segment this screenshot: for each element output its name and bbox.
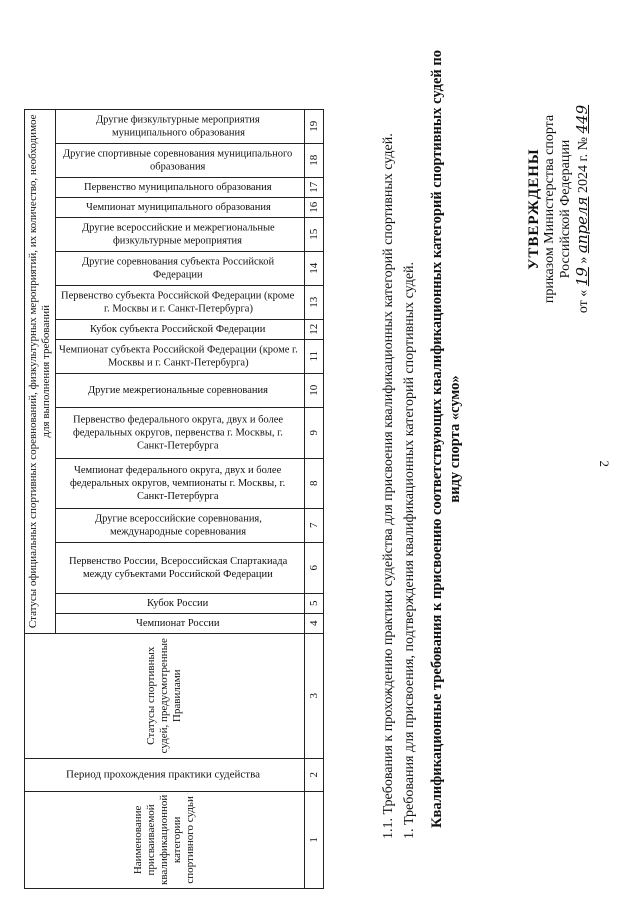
column-number: 13	[305, 285, 324, 319]
status-header-cell	[56, 251, 305, 285]
status-header-cell	[56, 339, 305, 373]
status-header-cell	[56, 285, 305, 319]
approval-date: от « 19 » апреля 2024 г. № 449	[573, 104, 591, 314]
approval-number: 449	[573, 104, 591, 134]
column-number: 9	[305, 407, 324, 458]
column-number: 12	[305, 319, 324, 339]
status-label: Чемпионат России	[136, 617, 220, 629]
column-number: 7	[305, 508, 324, 542]
requirements-table	[24, 109, 324, 889]
header-category: Наименование присваиваемой квалификационной категории спортивного судьи	[25, 791, 305, 888]
section-1-heading: 1. Требования для присвоения, подтверждения квалификационных категорий спортивных судей.	[402, 261, 417, 839]
approval-line2: Российской Федерации	[558, 139, 573, 279]
status-header-cell	[56, 197, 305, 217]
header-period: Период прохождения практики судейства	[25, 758, 305, 791]
column-number: 11	[305, 339, 324, 373]
status-header-cell	[56, 177, 305, 197]
section-1-1-heading: 1.1. Требования к прохождению практики судейства для присвоения квалификационных категорий спортивных судей.	[381, 133, 396, 839]
status-header-cell	[56, 217, 305, 251]
column-number: 2	[305, 758, 324, 791]
status-label: Первенство федерального округа, двух и более федеральных округов, первенства г. Москвы, г. Санкт-Петербурга	[72, 414, 284, 452]
status-label: Другие соревнования субъекта Российской Федерации	[81, 256, 275, 281]
column-number: 17	[305, 177, 324, 197]
status-header-cell	[56, 319, 305, 339]
status-label: Другие всероссийские и межрегиональные физкультурные мероприятия	[81, 222, 275, 247]
header-judge-status: Статусы спортивных судей, предусмотренные Правилами	[25, 633, 305, 758]
status-label: Чемпионат субъекта Российской Федерации (кроме г. Москвы и г. Санкт-Петербурга)	[58, 344, 298, 369]
approval-block	[526, 59, 592, 359]
column-number: 8	[305, 458, 324, 508]
status-label: Первенство субъекта Российской Федерации (кроме г. Москвы и г. Санкт-Петербурга)	[61, 290, 295, 315]
document-title: Квалификационные требования к присвоению соответствующих квалификационных категорий спортивных судей по виду спорта «сумо»	[429, 49, 463, 829]
column-number-row	[305, 109, 324, 888]
status-label: Первенство России, Всероссийская Спартакиада между субъектами Российской Федерации	[68, 555, 288, 580]
column-number: 18	[305, 143, 324, 177]
status-header-cell	[56, 109, 305, 143]
column-number: 16	[305, 197, 324, 217]
status-header-cell	[56, 593, 305, 613]
column-number: 10	[305, 373, 324, 407]
column-number: 1	[305, 791, 324, 888]
table-header-row	[25, 109, 56, 888]
column-number: 15	[305, 217, 324, 251]
status-label: Другие физкультурные мероприятия муниципального образования	[96, 114, 260, 139]
header-group: Статусы официальных спортивных соревнований, физкультурных мероприятий, их количество, необходимое для выполнения требований	[25, 109, 56, 633]
status-header-cell	[56, 542, 305, 593]
status-header-cell	[56, 508, 305, 542]
status-header-cell	[56, 458, 305, 508]
column-number: 6	[305, 542, 324, 593]
approval-line1: приказом Министерства спорта	[542, 114, 557, 304]
approval-month: апреля	[573, 196, 591, 254]
approval-day: 19	[573, 267, 591, 287]
column-number: 5	[305, 593, 324, 613]
column-number: 3	[305, 633, 324, 758]
page-number: 2	[597, 460, 612, 467]
column-number: 19	[305, 109, 324, 143]
column-number: 14	[305, 251, 324, 285]
status-label: Кубок России	[147, 597, 209, 609]
status-label: Другие всероссийские соревнования, международные соревнования	[94, 513, 262, 538]
status-label: Другие межрегиональные соревнования	[88, 384, 268, 396]
status-label: Первенство муниципального образования	[84, 181, 272, 193]
column-number: 4	[305, 613, 324, 633]
status-label: Чемпионат муниципального образования	[85, 201, 271, 213]
approval-title: УТВЕРЖДЕНЫ	[526, 148, 542, 270]
status-label: Другие спортивные соревнования муниципального образования	[63, 148, 293, 173]
status-header-cell	[56, 143, 305, 177]
status-header-cell	[56, 373, 305, 407]
status-header-cell	[56, 613, 305, 633]
status-label: Чемпионат федерального округа, двух и более федеральных округов, чемпионаты г. Москвы, г. Санкт-Петербурга	[70, 464, 286, 502]
status-label: Кубок субъекта Российской Федерации	[90, 323, 266, 335]
status-header-cell	[56, 407, 305, 458]
